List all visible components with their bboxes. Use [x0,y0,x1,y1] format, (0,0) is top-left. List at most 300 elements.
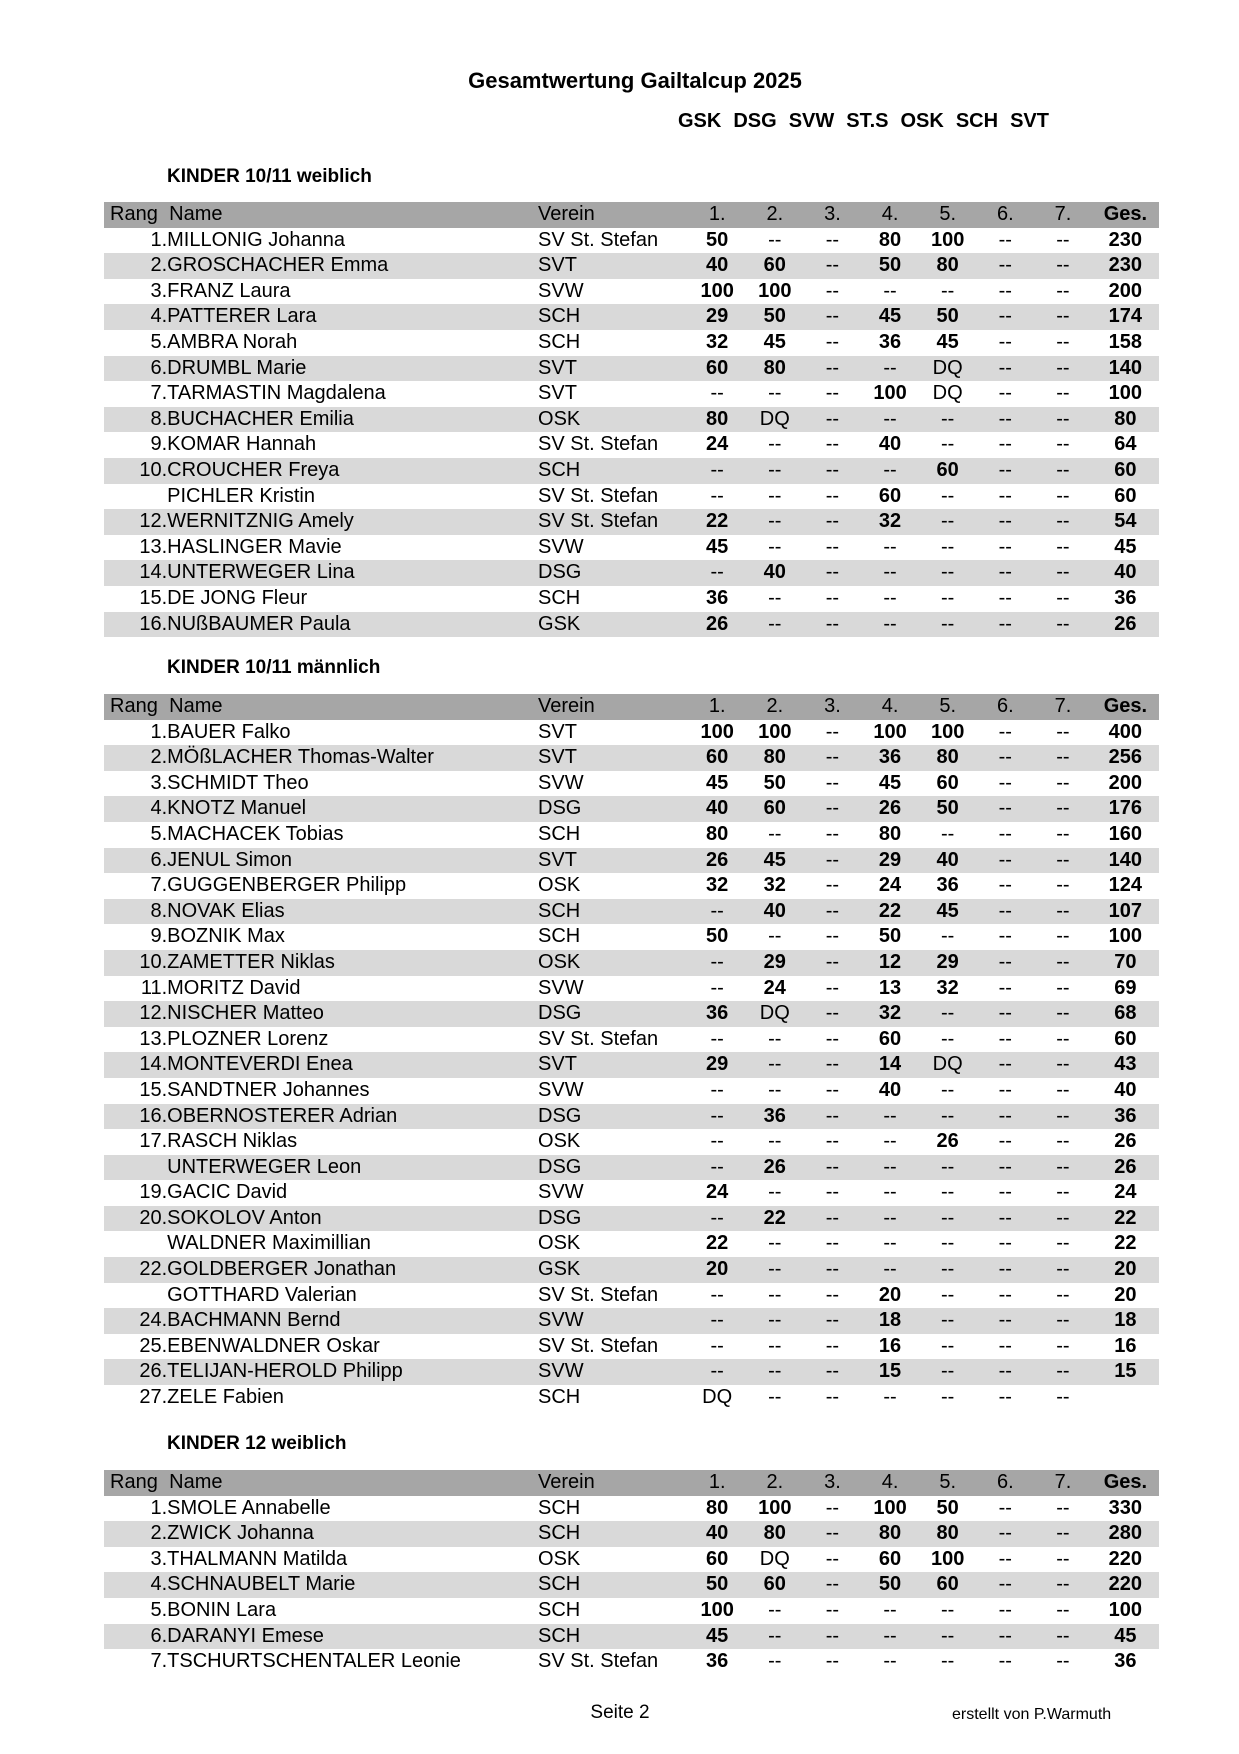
race-points: -- [976,1624,1034,1650]
race-points: -- [768,1386,782,1409]
race-points: -- [746,1052,804,1078]
race-points: -- [825,720,840,743]
table-row [104,407,1159,433]
table-row [104,976,1159,1002]
race-points: -- [688,1308,746,1334]
total-points: 20 [1092,1257,1159,1283]
race-points: 32 [861,1001,919,1027]
club-cell: OSK [538,1547,581,1570]
race-points: 29 [688,304,746,330]
total-points: 200 [1108,771,1143,794]
race-points: -- [1034,1308,1092,1334]
race-points: 50 [688,1572,746,1598]
total-points: 69 [1114,976,1137,999]
race-label: GSK [678,110,722,132]
total-points: 15 [1092,1359,1159,1385]
race-points: 24 [878,874,902,897]
race-points: -- [825,1496,840,1519]
rank-cell: 1. [150,720,168,743]
rank-cell: 9. [150,433,168,456]
race-points: -- [825,1283,840,1306]
athlete-name: KNOTZ Manuel [167,796,538,822]
race-points: 60 [878,484,902,507]
race-points: -- [998,1598,1012,1621]
race-points: -- [861,1257,919,1283]
race-points: -- [746,509,804,535]
race-points: -- [825,1181,840,1204]
rank-cell: 2. [104,253,167,279]
athlete-name: AMBRA Norah [167,330,298,353]
race-points: 50 [919,796,977,822]
race-points: -- [976,560,1034,586]
athlete-name: OBERNOSTERER Adrian [167,1104,538,1130]
race-points: 60 [746,796,804,822]
total-points: 220 [1092,1572,1159,1598]
club-cell: SCH [538,1386,581,1409]
rank-cell: 17. [139,1130,168,1153]
race-points: -- [861,356,919,382]
header-race: 7. [1034,1470,1092,1496]
race-points: -- [976,407,1034,433]
race-points: 45 [706,771,729,794]
race-points: -- [825,1334,840,1357]
race-points: 45 [763,330,786,353]
race-points: -- [883,1386,897,1409]
race-points: -- [804,950,862,976]
author-note: erstellt von P.Warmuth [952,1706,1112,1723]
table-row [104,873,1159,899]
race-points: -- [941,1283,955,1306]
race-points: 13 [878,976,902,999]
race-points: -- [998,1078,1012,1101]
race-points: 50 [763,771,786,794]
race-points: -- [825,1386,840,1409]
total-points: 22 [1114,1232,1137,1255]
race-points: -- [976,1104,1034,1130]
race-points: 36 [706,586,729,609]
race-points: -- [976,796,1034,822]
race-points: -- [825,535,840,558]
race-points: -- [1034,745,1092,771]
race-points: 32 [706,874,729,897]
race-points: -- [998,822,1012,845]
athlete-name: GOLDBERGER Jonathan [167,1257,538,1283]
race-points: -- [998,535,1012,558]
race-points: -- [768,228,782,251]
race-points: DQ [919,356,977,382]
club-cell: SVW [538,1181,584,1204]
race-points: -- [1034,1359,1092,1385]
athlete-name: BOZNIK Max [167,925,285,948]
race-points: -- [1056,1027,1070,1050]
race-points: 32 [763,874,786,897]
race-points: -- [746,612,804,638]
race-points: -- [941,433,955,456]
club-cell: DSG [538,1104,688,1130]
table-row [104,1052,1159,1078]
rank-cell: 24. [104,1308,167,1334]
club-cell: SCH [538,899,688,925]
rank-cell: 4. [104,1572,167,1598]
club-cell: SCH [538,304,688,330]
race-points: -- [998,330,1012,353]
rank-cell: 14. [104,560,167,586]
header-race: 6. [976,694,1034,720]
race-points: 36 [688,1001,746,1027]
race-points: -- [746,1257,804,1283]
total-points: 54 [1092,509,1159,535]
club-cell: SV St. Stefan [538,509,688,535]
race-points: -- [1056,1547,1070,1570]
race-points: -- [941,1232,955,1255]
athlete-name: NOVAK Elias [167,899,538,925]
race-points: -- [710,382,724,405]
race-points: -- [883,1130,897,1153]
race-points: -- [710,976,724,999]
race-points: -- [1034,1624,1092,1650]
race-points: -- [883,586,897,609]
rank-cell: 14. [104,1052,167,1078]
header-race: 4. [861,694,919,720]
race-points: 50 [746,304,804,330]
race-points: -- [768,535,782,558]
table-row [104,432,1159,458]
total-points: 36 [1092,1104,1159,1130]
rank-cell [104,484,167,510]
club-cell: SVT [538,1052,688,1078]
table-header-row [104,1470,1159,1496]
athlete-name: JENUL Simon [167,848,538,874]
athlete-name: KOMAR Hannah [167,433,317,456]
race-points: -- [804,1104,862,1130]
club-cell: DSG [538,1155,688,1181]
race-points: 45 [919,899,977,925]
race-points: -- [804,1052,862,1078]
race-points: 26 [861,796,919,822]
race-points: -- [1034,560,1092,586]
page-title: Gesamtwertung Gailtalcup 2025 [468,68,802,93]
rank-cell: 9. [150,925,168,948]
table-row [104,924,1159,950]
race-points: 60 [706,1547,729,1570]
rank-cell: 19. [139,1181,168,1204]
header-race: 7. [1034,694,1092,720]
race-points: -- [1056,1078,1070,1101]
race-points: -- [710,1334,724,1357]
race-points: -- [941,1650,955,1673]
total-points [1092,1385,1159,1411]
total-points: 256 [1092,745,1159,771]
athlete-name: SANDTNER Johannes [167,1078,370,1101]
table-row [104,720,1159,746]
athlete-name: BONIN Lara [167,1598,277,1621]
club-cell: SVT [538,253,688,279]
race-points: -- [768,586,782,609]
race-points: 100 [700,279,734,302]
table-row [104,381,1159,407]
header-race: 5. [919,694,977,720]
club-cell: OSK [538,950,688,976]
race-points: -- [825,433,840,456]
race-points: -- [998,1232,1012,1255]
athlete-name: TARMASTIN Magdalena [167,382,386,405]
race-points: -- [710,1283,724,1306]
race-points: 80 [878,228,902,251]
rank-cell: 3. [150,1547,168,1570]
athlete-name: MORITZ David [167,976,301,999]
club-cell: SCH [538,1598,581,1621]
race-points: -- [976,1572,1034,1598]
race-points: 40 [688,796,746,822]
race-points: -- [804,458,862,484]
race-points: 29 [919,950,977,976]
table-row [104,1129,1159,1155]
athlete-name: MÖßLACHER Thomas-Walter [167,745,538,771]
race-points: 100 [873,720,907,743]
table-row [104,304,1159,330]
total-points: 18 [1092,1308,1159,1334]
race-points: -- [998,1547,1012,1570]
race-points: -- [919,1257,977,1283]
athlete-name: PATTERER Lara [167,304,538,330]
header-race: 2. [746,694,804,720]
race-points: -- [1034,950,1092,976]
race-points: -- [768,382,782,405]
table-row [104,560,1159,586]
race-points: -- [768,1650,782,1673]
race-points: -- [976,509,1034,535]
race-points: 50 [919,304,977,330]
race-points: -- [804,1155,862,1181]
table-row [104,1649,1159,1675]
athlete-name: ZWICK Johanna [167,1521,538,1547]
race-points: -- [804,1001,862,1027]
race-points: -- [1034,1104,1092,1130]
club-cell: SV St. Stefan [538,1334,659,1357]
race-points: -- [1056,1283,1070,1306]
athlete-name: DE JONG Fleur [167,586,308,609]
race-points: -- [688,950,746,976]
race-points: 29 [746,950,804,976]
race-points: 100 [873,382,907,405]
race-points: 26 [936,1130,959,1153]
rank-cell [104,1155,167,1181]
race-points: 40 [688,1521,746,1547]
race-points: 60 [936,771,959,794]
race-points: -- [768,1598,782,1621]
race-points: -- [804,560,862,586]
race-points: DQ [759,1547,790,1570]
athlete-name: BUCHACHER Emilia [167,407,538,433]
race-points: -- [825,1027,840,1050]
race-points: -- [1056,484,1070,507]
table-row [104,458,1159,484]
race-points: -- [1056,822,1070,845]
rank-cell: 27. [139,1386,168,1409]
table-row [104,1257,1159,1283]
total-points: 200 [1108,279,1143,302]
race-points: 18 [861,1308,919,1334]
athlete-name: GOTTHARD Valerian [167,1283,357,1306]
header-club: Verein [538,1470,688,1496]
section-title: KINDER 12 weiblich [167,1433,347,1454]
total-points: 330 [1108,1496,1143,1519]
race-points: -- [804,612,862,638]
rank-cell: 22. [104,1257,167,1283]
race-points: -- [941,1334,955,1357]
header-name: Name [167,694,538,720]
race-points: -- [941,586,955,609]
results-table [104,202,1159,637]
race-points: -- [804,1624,862,1650]
club-cell: SCH [538,1496,581,1519]
race-points: -- [883,1232,897,1255]
total-points: 24 [1114,1181,1137,1204]
race-points: -- [976,304,1034,330]
rank-cell [104,1231,167,1257]
race-points: -- [998,433,1012,456]
race-points: -- [768,1283,782,1306]
race-points: 100 [758,279,792,302]
rank-cell: 7. [150,874,168,897]
race-points: -- [861,458,919,484]
race-points: 36 [878,330,902,353]
race-points: -- [883,535,897,558]
club-cell: SCH [538,458,688,484]
race-points: -- [998,720,1012,743]
race-points: -- [861,407,919,433]
table-row [104,1078,1159,1104]
club-cell: DSG [538,560,688,586]
race-points: -- [919,1624,977,1650]
athlete-name: DRUMBL Marie [167,356,538,382]
race-points: -- [976,745,1034,771]
club-cell: SVT [538,848,688,874]
race-points: 40 [688,253,746,279]
race-points: -- [825,1078,840,1101]
table-row [104,356,1159,382]
race-points: -- [746,1308,804,1334]
race-points: -- [1056,1232,1070,1255]
race-points: 36 [746,1104,804,1130]
race-points: -- [1034,848,1092,874]
race-points: 80 [746,356,804,382]
club-cell: DSG [538,1206,688,1232]
total-points: 26 [1092,612,1159,638]
race-points: 40 [746,899,804,925]
race-points: -- [1056,382,1070,405]
club-cell: SCH [538,1572,688,1598]
race-points: -- [825,822,840,845]
athlete-name: SCHMIDT Theo [167,771,309,794]
race-points: -- [998,1130,1012,1153]
table-row [104,771,1159,797]
race-points: -- [825,1650,840,1673]
rank-cell: 13. [139,535,168,558]
race-points: -- [688,1206,746,1232]
race-points: -- [998,1027,1012,1050]
race-points: 22 [706,1232,729,1255]
total-points: 174 [1092,304,1159,330]
race-points: -- [688,560,746,586]
rank-cell [104,1283,167,1309]
rank-cell: 5. [150,330,168,353]
table-row [104,1334,1159,1360]
header-name: Name [167,202,538,228]
header-race: 3. [804,202,862,228]
header-race: 3. [804,694,862,720]
race-points: -- [998,279,1012,302]
race-points: 50 [861,1572,919,1598]
race-points: -- [710,1027,724,1050]
rank-cell: 15. [139,1078,168,1101]
header-race: 4. [861,202,919,228]
race-points: -- [919,1104,977,1130]
race-points: -- [746,1624,804,1650]
table-row [104,330,1159,356]
race-abbreviations [678,110,1061,133]
table-row [104,848,1159,874]
table-row [104,535,1159,561]
race-points: 50 [861,253,919,279]
club-cell: OSK [538,407,688,433]
race-points: -- [941,822,955,845]
race-points: -- [688,1359,746,1385]
club-cell: SVW [538,535,584,558]
rank-cell: 5. [150,822,168,845]
race-points: -- [998,1496,1012,1519]
race-points: -- [883,279,897,302]
header-race: 6. [976,1470,1034,1496]
rank-cell: 16. [104,1104,167,1130]
race-points: -- [825,1232,840,1255]
race-points: -- [976,848,1034,874]
race-label: SVW [788,110,835,132]
race-points: -- [883,1598,897,1621]
table-row [104,1547,1159,1573]
rank-cell: 10. [104,458,167,484]
race-points: -- [1056,1386,1070,1409]
race-points: -- [976,950,1034,976]
race-points: -- [1034,356,1092,382]
total-points: 20 [1114,1283,1137,1306]
header-total: Ges. [1092,1470,1159,1496]
race-points: 80 [919,745,977,771]
total-points: 26 [1092,1155,1159,1181]
table-row [104,950,1159,976]
club-cell: SVT [538,356,688,382]
race-points: -- [976,1308,1034,1334]
race-points: -- [883,1181,897,1204]
race-points: -- [919,560,977,586]
race-points: -- [1056,771,1070,794]
race-label: DSG [733,110,777,132]
race-points: -- [941,1078,955,1101]
total-points: 160 [1108,822,1143,845]
race-points: 29 [688,1052,746,1078]
race-label: SVT [1010,110,1049,132]
club-cell: SCH [538,330,581,353]
header-race: 1. [688,1470,746,1496]
race-points: 50 [706,228,729,251]
total-points: 107 [1092,899,1159,925]
rank-cell: 4. [104,304,167,330]
race-points: -- [768,1078,782,1101]
rank-cell: 7. [150,382,168,405]
rank-cell: 8. [104,407,167,433]
race-points: -- [976,612,1034,638]
race-points: -- [804,356,862,382]
